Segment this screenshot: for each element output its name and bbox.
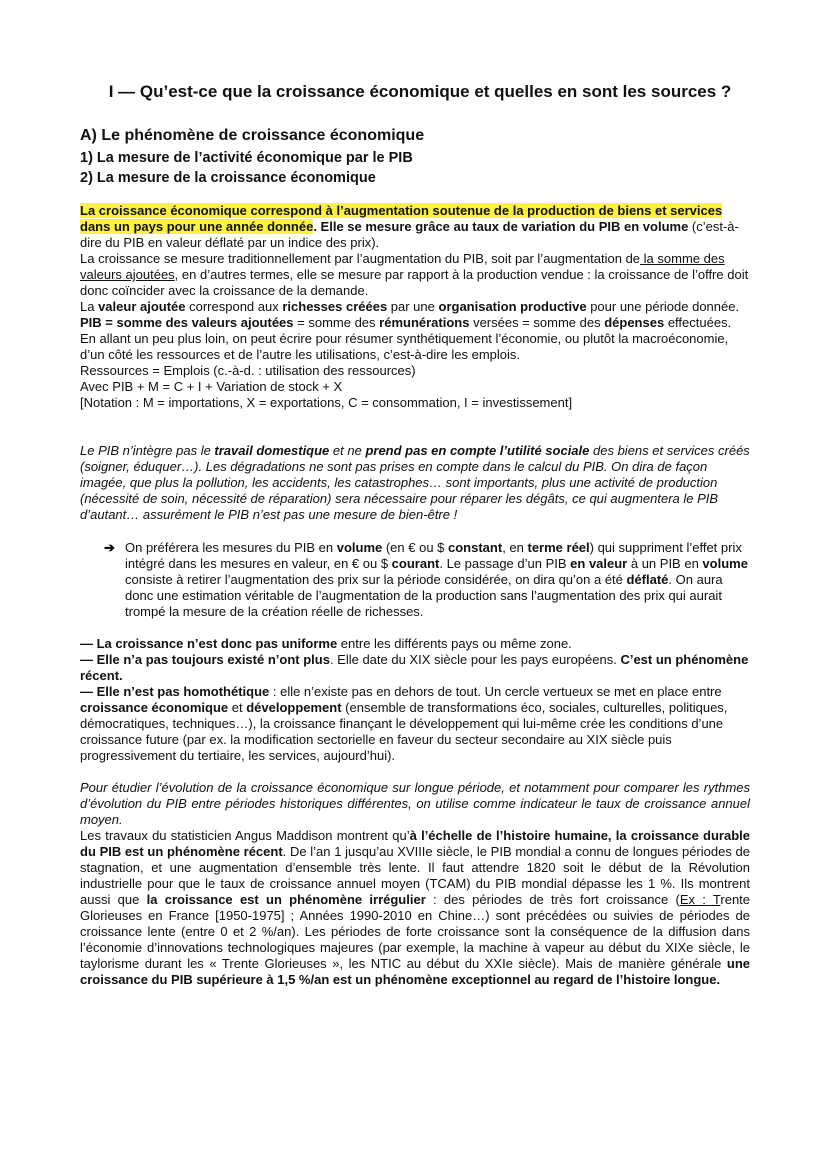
text: correspond aux xyxy=(185,299,283,314)
text: . De l’an 1 jusqu’au XVIIIe siècle, le PIB mondial a connu de longues périodes de stagnation, et une augmentation d’ensemble très lente. Il faut attendre 1820 soit le début de la Révolution industrielle pour que le taux de croissance annuel moyen (TCAM) du PIB mondial dépasse les 1 %. Ils montrent aussi que xyxy=(80,844,750,907)
text: et ne xyxy=(329,443,366,458)
text: ) qui suppriment l’effet prix intégré dans les mesures en valeur, en € ou $ xyxy=(125,540,742,571)
text: : des périodes de très fort croissance ( xyxy=(425,892,680,907)
text: et xyxy=(228,700,247,715)
text-bold: travail domestique xyxy=(214,443,330,458)
text: Le PIB n’intègre pas le xyxy=(80,443,215,458)
text-bold: . Elle se mesure grâce au taux de variation du PIB en volume xyxy=(313,219,689,234)
text-bold: prend pas en compte l’utilité sociale xyxy=(365,443,590,458)
text-bold: en valeur xyxy=(570,556,628,571)
equation-line: Ressources = Emplois (c.-à-d. : utilisation des ressources) xyxy=(80,363,416,378)
text: pour une période donnée. xyxy=(586,299,740,314)
subsection-heading-1: 1) La mesure de l’activité économique par le PIB xyxy=(80,150,413,166)
text-bold: — Elle n’a pas toujours existé n’ont plus xyxy=(80,652,330,667)
notation-line: [Notation : M = importations, X = exportations, C = consommation, I = investissement] xyxy=(80,395,573,410)
highlighted-definition: La croissance économique correspond à l’augmentation soutenue de la production de biens et services dans un pays pour une année donnée xyxy=(80,203,723,234)
text-bold: dépenses xyxy=(604,315,665,330)
text: rente Glorieuses en France [1950-1975] ; Années 1990-2010 en Chine…) sont précédées ou suivies de périodes de croissance lente (entre 0 et 2 %/an). Les périodes de forte croissance sont la conséquence de la diffusion dans l’économie d’innovations technologiques majeures (par exemple, la machine à vapeur au début du XIXe siècle, le taylorisme durant les « Trente Glorieuses », les NTIC au début du XXIe siècle). Mais de manière générale xyxy=(80,892,751,971)
text-bold: organisation productive xyxy=(438,299,587,314)
text: . Elle date du XIX siècle pour les pays européens. xyxy=(329,652,621,667)
page-title: I — Qu’est-ce que la croissance économique et quelles en sont les sources ? xyxy=(108,82,732,101)
text: = somme des xyxy=(293,315,380,330)
paragraph-pib-limits xyxy=(80,443,750,523)
text-bold: volume xyxy=(702,556,748,571)
text-bold: valeur ajoutée xyxy=(98,299,186,314)
text: On préférera les mesures du PIB en xyxy=(125,540,337,555)
text-bold: terme réel xyxy=(527,540,590,555)
equation-line: Avec PIB + M = C + I + Variation de stock + X xyxy=(80,379,343,394)
text: à un PIB en xyxy=(627,556,703,571)
text-bold: C’est un phénomène récent. xyxy=(80,652,749,683)
text: . Le passage d’un PIB xyxy=(439,556,571,571)
text-bold: constant xyxy=(448,540,503,555)
text: entre les différents pays ou même zone. xyxy=(337,636,572,651)
text: , en d’autres termes, elle se mesure par rapport à la production vendue : la croissance de l’offre doit donc coïncider avec la croissance de la demande. xyxy=(80,267,749,298)
text-italic: Pour étudier l’évolution de la croissance économique sur longue période, et notamment pour comparer les rythmes d’évolution du PIB entre périodes historiques différentes, on utilise comme indicateur le taux de croissance annuel moyen. xyxy=(80,780,750,827)
text-bold: richesses créées xyxy=(282,299,388,314)
arrow-bullet-icon: ➔ xyxy=(104,540,115,555)
text-bold: courant xyxy=(391,556,440,571)
section-heading-a: A) Le phénomène de croissance économique xyxy=(80,127,425,144)
text: : elle n’existe pas en dehors de tout. Un cercle vertueux se met en place entre xyxy=(269,684,722,699)
text-bold: une croissance du PIB supérieure à 1,5 %/an est un phénomène exceptionnel au regard de l’histoire longue. xyxy=(80,956,750,987)
text-bold: la croissance est un phénomène irrégulier xyxy=(146,892,426,907)
text: (ensemble de transformations éco, sociales, culturelles, politiques, démocratiques, techniques…), la croissance finançant le développement qui lui-même crée les conditions d’une croissance future (par ex. la modification sectorielle en faveur du secteur secondaire au XIX siècle puis progressivement du tertiaire, les services, aujourd’hui). xyxy=(80,700,728,763)
text: des biens et services créés (soigner, éduquer…). Les dégradations ne sont pas prises en compte dans le calcul du PIB. On dira de façon imagée, que plus la pollution, les accidents, les catastrophes… sont importants, plus une activité de production (nécessité de soin, nécessité de réparation) sera nécessaire pour réparer les dégâts, ce qui augmentera le PIB d’autant… assurément le PIB n’est pas une mesure de bien-être ! xyxy=(80,443,750,522)
text-bold: — La croissance n’est donc pas uniforme xyxy=(80,636,338,651)
text: (c’est-à-dire du PIB en valeur déflaté par un indice des prix). xyxy=(80,219,739,250)
text-underlined: la somme des valeurs ajoutées xyxy=(80,251,725,282)
text-underlined: Ex : T xyxy=(679,892,721,907)
text: Les travaux du statisticien Angus Maddison montrent qu’ xyxy=(80,828,410,843)
paragraph-definition xyxy=(80,203,750,411)
text: versées = somme des xyxy=(469,315,605,330)
text: (en € ou $ xyxy=(382,540,449,555)
text-bold: volume xyxy=(336,540,383,555)
text-bold: développement xyxy=(246,700,342,715)
text: consiste à retirer l’augmentation des prix sur la période considérée, on dira qu’on a été xyxy=(125,572,627,587)
text: par une xyxy=(387,299,439,314)
text: , en xyxy=(502,540,528,555)
subsection-heading-2: 2) La mesure de la croissance économique xyxy=(80,170,376,186)
text-bold: — Elle n’est pas homothétique xyxy=(80,684,270,699)
text-bold: déflaté xyxy=(626,572,669,587)
text: La croissance se mesure traditionnellement par l’augmentation du PIB, soit par l’augmentation de xyxy=(80,251,641,266)
text: effectuées. En allant un peu plus loin, on peut écrire pour résumer synthétiquement l’économie, ou plutôt la macroéconomie, d’un côté les ressources et de l’autre les utilisations, c’est-à-dire les emplois. xyxy=(80,315,732,362)
text-bold: à l’échelle de l’histoire humaine, la croissance durable du PIB est un phénomène récent xyxy=(80,828,750,859)
text-bold: croissance économique xyxy=(80,700,229,715)
text: La xyxy=(80,299,99,314)
paragraph-long-term-growth xyxy=(80,780,750,988)
text: . On aura donc une estimation véritable de l’augmentation de la production sans l’augmentation des prix qui aurait trompé la mesure de la création réelle de richesses. xyxy=(125,572,723,619)
paragraph-growth-characteristics xyxy=(80,636,750,764)
text-bold: PIB = somme des valeurs ajoutées xyxy=(80,315,294,330)
text-bold: rémunérations xyxy=(379,315,470,330)
paragraph-volume-measure xyxy=(80,540,750,620)
